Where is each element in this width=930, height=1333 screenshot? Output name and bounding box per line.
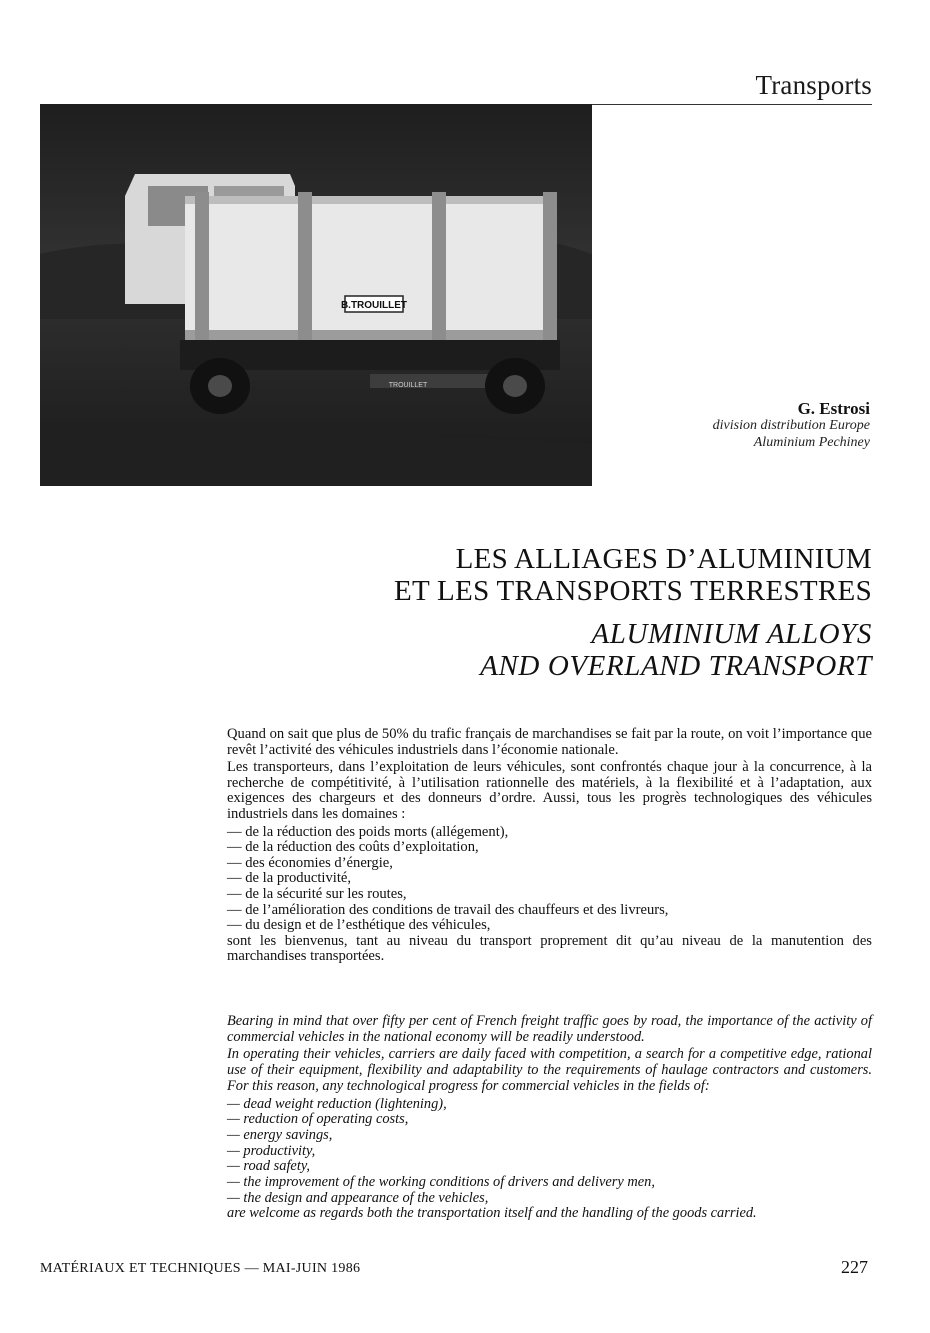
title-french-line1: LES ALLIAGES D’ALUMINIUM <box>455 543 872 575</box>
list-item: — road safety, <box>227 1158 311 1175</box>
section-rule <box>560 104 872 105</box>
list-item: — de la sécurité sur les routes, <box>227 885 407 902</box>
abstract-french <box>227 727 872 967</box>
truck-photo <box>40 104 592 486</box>
abstract-english <box>227 1014 872 1224</box>
title-english-line2: AND OVERLAND TRANSPORT <box>480 650 872 682</box>
list-item: — reduction of operating costs, <box>227 1111 409 1128</box>
abstract-english-paragraph-3: are welcome as regards both the transportation itself and the handling of the goods carried. <box>227 1205 757 1222</box>
page-number: 227 <box>841 1257 868 1277</box>
list-item: — productivity, <box>227 1142 316 1159</box>
abstract-french-paragraph-2: Les transporteurs, dans l’exploitation de leurs véhicules, sont confrontés chaque jour à la concurrence, à la recherche de compétitivité, à l’utilisation rationnelle des matériels, à la flexibilité et à l’adaptation, aux exigences des chargeurs et des donneurs d’ordre. Aussi, tous les progrès technologiques des véhicules industriels dans les domaines : <box>227 759 872 822</box>
title-english-line1: ALUMINIUM ALLOYS <box>591 618 872 650</box>
abstract-french-list <box>227 825 872 934</box>
abstract-english-paragraph-1: Bearing in mind that over fifty per cent of French freight traffic goes by road, the importance of the activity of commercial vehicles in the national economy will be readily understood. <box>227 1013 872 1045</box>
author-affiliation-company: Aluminium Pechiney <box>753 435 870 450</box>
abstract-english-list <box>227 1097 872 1207</box>
list-item: — the design and appearance of the vehicles, <box>227 1189 489 1206</box>
author-name: G. Estrosi <box>797 399 870 418</box>
truck-sign: B.TROUILLET <box>340 300 408 311</box>
list-item: — de la productivité, <box>227 870 352 887</box>
truck-rear-text: TROUILLET <box>388 382 428 389</box>
list-item: — the improvement of the working conditions of drivers and delivery men, <box>227 1174 655 1191</box>
title-french <box>394 543 872 607</box>
list-item: — du design et de l’esthétique des véhicules, <box>227 917 491 934</box>
list-item: — dead weight reduction (lightening), <box>227 1095 447 1112</box>
list-item: — de la réduction des coûts d’exploitation, <box>227 839 479 856</box>
section-title: Transports <box>755 70 872 100</box>
list-item: — de l’amélioration des conditions de travail des chauffeurs et des livreurs, <box>227 901 669 918</box>
truck-photo-illustration <box>40 104 592 486</box>
list-item: — energy savings, <box>227 1126 333 1143</box>
abstract-english-paragraph-2: In operating their vehicles, carriers are daily faced with competition, a search for a competitive edge, rational use of their equipment, flexibility and adaptability to the requirements of haulage contractors and customers. For this reason, any technological progress for commercial vehicles in the fields of: <box>227 1046 872 1094</box>
abstract-french-paragraph-1: Quand on sait que plus de 50% du trafic français de marchandises se fait par la route, on voit l’importance que revêt l’activité des véhicules industriels dans l’économie nationale. <box>227 726 872 758</box>
list-item: — des économies d’énergie, <box>227 854 393 871</box>
title-french-line2: ET LES TRANSPORTS TERRESTRES <box>393 575 872 607</box>
title-english <box>480 618 872 682</box>
abstract-french-paragraph-3: sont les bienvenus, tant au niveau du transport proprement dit qu’au niveau de la manutention des marchandises transportées. <box>227 932 872 965</box>
author-affiliation-division: division distribution Europe <box>712 418 870 433</box>
footer-journal: MATÉRIAUX ET TECHNIQUES — MAI-JUIN 1986 <box>40 1261 361 1276</box>
list-item: — de la réduction des poids morts (allégement), <box>227 823 509 840</box>
author-block <box>713 400 870 451</box>
